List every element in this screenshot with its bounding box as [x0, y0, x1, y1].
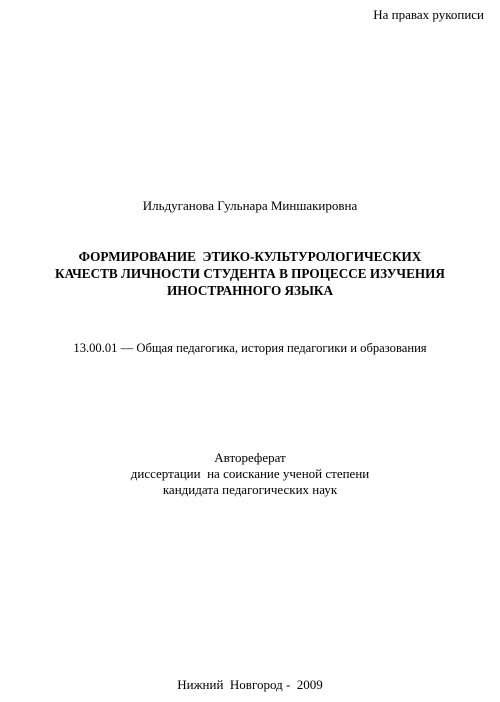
rights-notice: На правах рукописи [373, 7, 484, 22]
author-name: Ильдуганова Гульнара Миншакировна [142, 198, 358, 213]
title-line: ФОРМИРОВАНИЕ ЭТИКО-КУЛЬТУРОЛОГИЧЕСКИХ [78, 249, 422, 264]
place-and-year: Нижний Новгород - 2009 [177, 677, 323, 692]
dissertation-title [0, 248, 500, 299]
specialty-code: 13.00.01 — Общая педагогика, история педагогики и образования [73, 341, 427, 355]
title-line: КАЧЕСТВ ЛИЧНОСТИ СТУДЕНТА В ПРОЦЕССЕ ИЗУЧЕНИЯ [55, 266, 445, 281]
degree-line: диссертации на соискание ученой степени [130, 466, 370, 481]
degree-statement [0, 450, 500, 498]
degree-line: Автореферат [214, 450, 286, 465]
degree-line: кандидата педагогических наук [162, 482, 338, 497]
title-line: ИНОСТРАННОГО ЯЗЫКА [166, 283, 334, 298]
